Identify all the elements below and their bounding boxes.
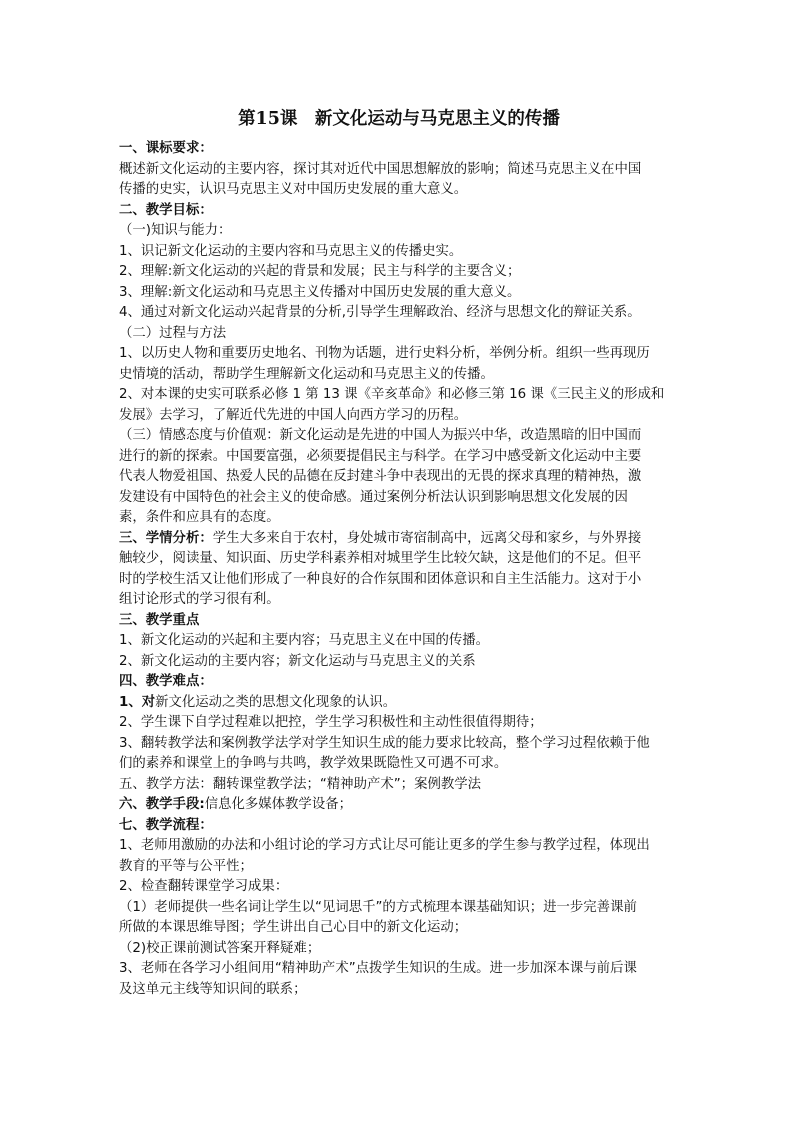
lead-label: 1、对 xyxy=(119,694,156,710)
text-line: 及这单元主线等知识间的联系； xyxy=(119,981,307,997)
text-line: （三）情感态度与价值观：新文化运动是先进的中国人为振兴中华，改造黑暗的旧中国而 xyxy=(119,428,642,443)
text-line: 3、理解:新文化运动和马克思主义传播对中国历史发展的重大意义。 xyxy=(119,284,521,300)
lead-label: 三、学情分析： xyxy=(119,530,213,546)
text-line: 发展》去学习，了解近代先进的中国人向西方学习的历程。 xyxy=(119,407,468,423)
text-line: 1、老师用激励的办法和小组讨论的学习方式让尽可能让更多的学生参与教学过程，体现出 xyxy=(119,838,650,853)
text-line xyxy=(119,529,679,550)
text-line: 2、检查翻转课堂学习成果： xyxy=(119,879,289,894)
text-line: 传播的史实，认识马克思主义对中国历史发展的重大意义。 xyxy=(119,182,468,197)
text-line: 五、教学方法：翻转课堂教学法；“精神助产术”；案例教学法 xyxy=(119,776,482,792)
text-line: 发建设有中国特色的社会主义的使命感。通过案例分析法认识到影响思想文化发展的因 xyxy=(119,489,628,505)
document-page xyxy=(119,104,679,1000)
text-line: 组讨论形式的学习很有利。 xyxy=(119,592,280,607)
line-text: 新文化运动之类的思想文化现象的认识。 xyxy=(155,694,397,710)
text-line: 2、新文化运动的主要内容；新文化运动与马克思主义的关系 xyxy=(119,653,476,669)
line-text: 信息化多媒体教学设备； xyxy=(204,797,352,812)
text-line: 4、通过对新文化运动兴起背景的分析,引导学生理解政治、经济与思想文化的辩证关系。 xyxy=(119,305,641,320)
section-heading: 四、教学难点： xyxy=(119,674,213,689)
page-title: 第15课 新文化运动与马克思主义的传播 xyxy=(238,109,560,129)
text-line: （二）过程与方法 xyxy=(119,325,227,341)
document-body xyxy=(119,139,679,1000)
text-line: 1、新文化运动的兴起和主要内容；马克思主义在中国的传播。 xyxy=(119,633,490,648)
text-line: 代表人物爱祖国、热爱人民的品德在反封建斗争中表现出的无畏的探求真理的精神热，激 xyxy=(119,469,642,484)
text-line: 进行的新的探索。中国要富强，必须要提倡民主与科学。在学习中感受新文化运动中主要 xyxy=(119,448,642,464)
section-heading: 七、教学流程： xyxy=(119,817,213,833)
text-line xyxy=(119,795,679,816)
text-line: 史情境的活动，帮助学生理解新文化运动和马克思主义的传播。 xyxy=(119,366,494,382)
text-line: 2、学生课下自学过程难以把控，学生学习积极性和主动性很值得期待； xyxy=(119,715,543,730)
text-line: 时的学校生活又让他们形成了一种良好的合作氛围和团体意识和自主生活能力。这对于小 xyxy=(119,571,642,587)
text-line: 素，条件和应具有的态度。 xyxy=(119,510,280,525)
section-heading: 三、教学重点 xyxy=(119,612,200,628)
text-line: （2)校正课前测试答案开释疑难； xyxy=(119,940,321,956)
text-line: 概述新文化运动的主要内容，探讨其对近代中国思想解放的影响；简述马克思主义在中国 xyxy=(119,161,642,177)
text-line: 触较少，阅读量、知识面、历史学科素养相对城里学生比较欠缺，这是他们的不足。但平 xyxy=(119,551,642,566)
text-line: 2、对本课的史实可联系必修 1 第 13 课《辛亥革命》和必修三第 16 课《三民主义的形成和 xyxy=(119,387,665,402)
text-line: 所做的本课思维导图；学生讲出自己心目中的新文化运动； xyxy=(119,920,468,935)
section-heading: 一、课标要求： xyxy=(119,141,213,156)
lead-label: 六、教学手段: xyxy=(119,797,205,812)
text-line: 教育的平等与公平性； xyxy=(119,858,253,874)
text-line: （一)知识与能力： xyxy=(119,223,232,238)
text-line: （1）老师提供一些名词让学生以“见词思千”的方式梳理本课基础知识；进一步完善课前 xyxy=(119,899,637,915)
text-line: 3、老师在各学习小组间用“精神助产术”点拨学生知识的生成。进一步加深本课与前后课 xyxy=(119,961,637,976)
text-line: 1、识记新文化运动的主要内容和马克思主义的传播史实。 xyxy=(119,243,463,259)
line-text: 学生大多来自于农村，身处城市寄宿制高中，远离父母和家乡，与外界接 xyxy=(212,530,642,546)
text-line: 2、理解:新文化运动的兴起的背景和发展；民主与科学的主要含义； xyxy=(119,264,521,279)
section-heading: 二、教学目标： xyxy=(119,202,213,218)
text-line: 3、翻转教学法和案例教学法学对学生知识生成的能力要求比较高，整个学习过程依赖于他 xyxy=(119,735,650,751)
text-line xyxy=(119,693,679,714)
text-line: 1、以历史人物和重要历史地名、刊物为话题，进行史料分析，举例分析。组织一些再现历 xyxy=(119,346,650,361)
text-line: 们的素养和课堂上的争鸣与共鸣，教学效果既隐性又可遇不可求。 xyxy=(119,756,508,771)
